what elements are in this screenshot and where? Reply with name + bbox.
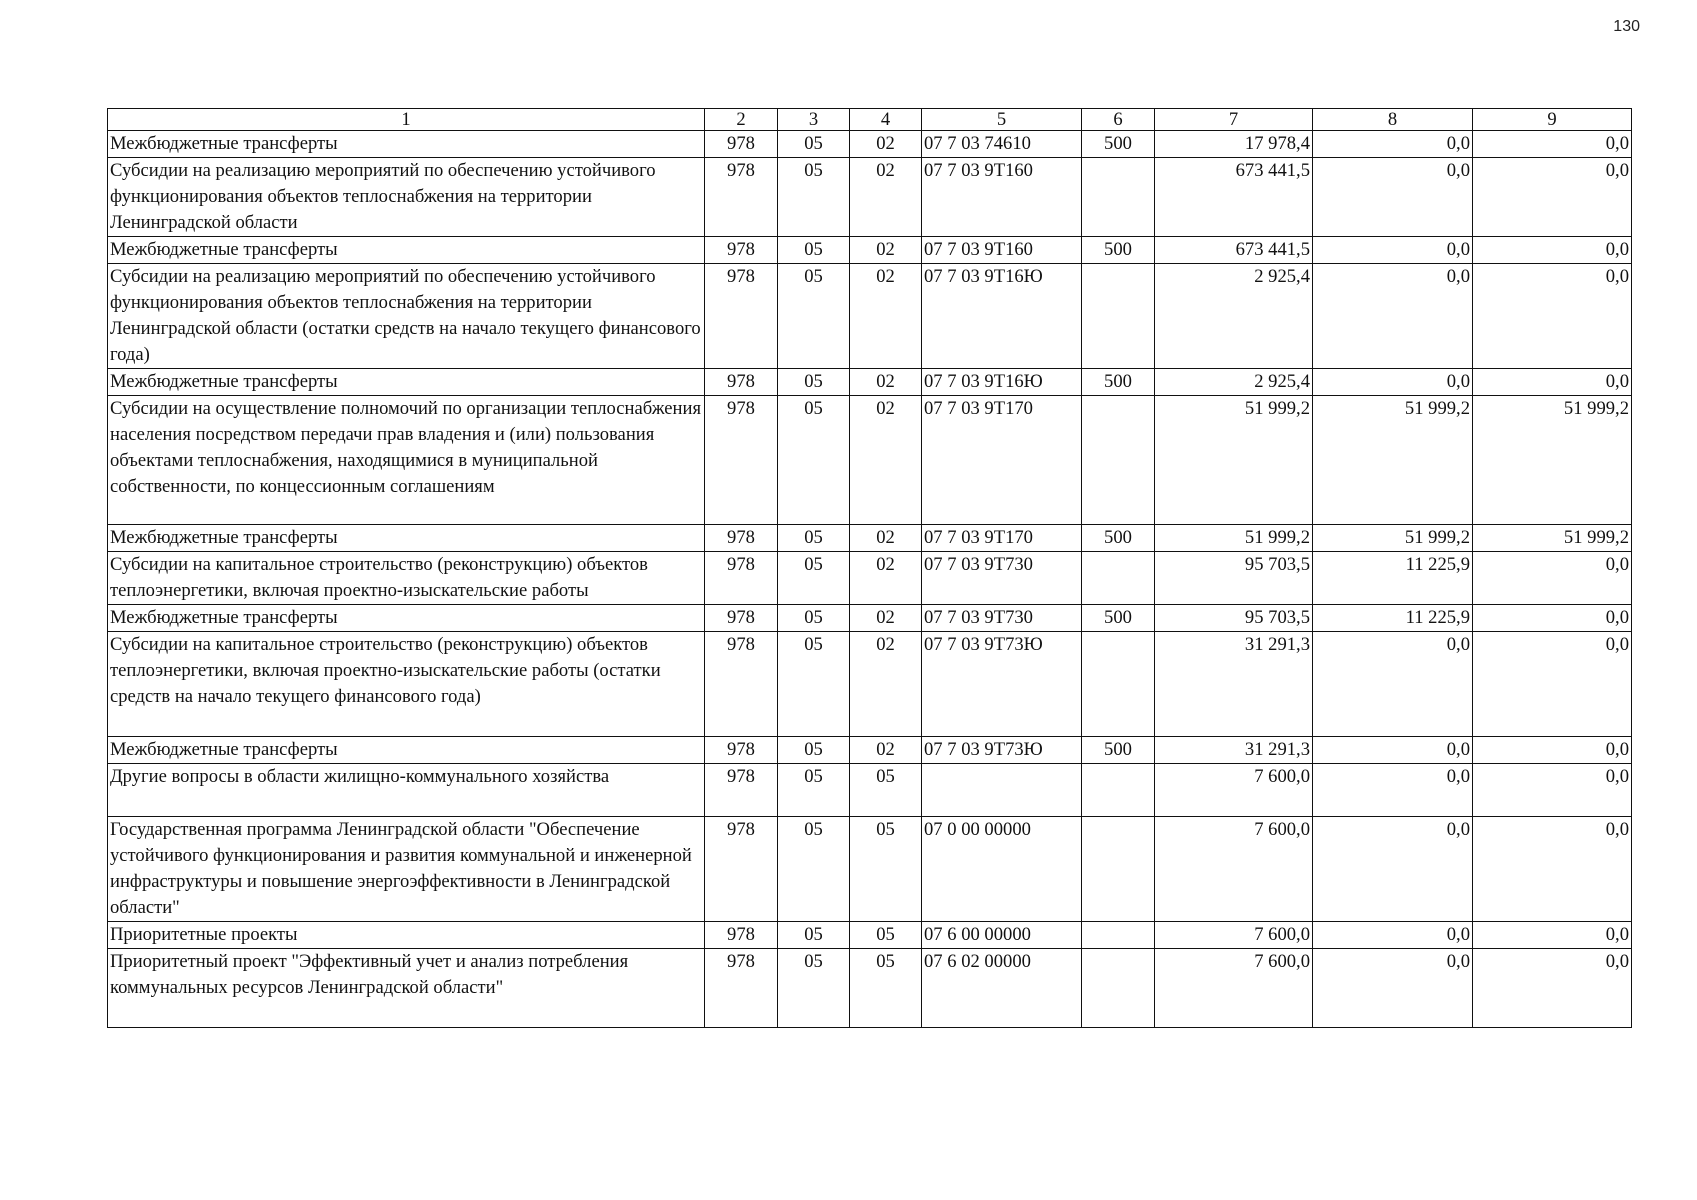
column-header: 4 bbox=[850, 109, 922, 131]
cell-amount-col9: 0,0 bbox=[1473, 949, 1632, 1028]
cell-expense-type: 500 bbox=[1082, 131, 1155, 158]
cell-amount-col8: 0,0 bbox=[1313, 817, 1473, 922]
cell-amount-col9: 51 999,2 bbox=[1473, 396, 1632, 525]
cell-amount-col8: 0,0 bbox=[1313, 237, 1473, 264]
cell-amount-col7: 673 441,5 bbox=[1155, 158, 1313, 237]
cell-ministry-code: 978 bbox=[705, 525, 778, 552]
cell-amount-col7: 7 600,0 bbox=[1155, 817, 1313, 922]
cell-target-article: 07 7 03 9Т170 bbox=[922, 396, 1082, 525]
cell-ministry-code: 978 bbox=[705, 605, 778, 632]
cell-ministry-code: 978 bbox=[705, 632, 778, 737]
cell-expense-type: 500 bbox=[1082, 737, 1155, 764]
table-row bbox=[108, 131, 1632, 158]
cell-amount-col9: 0,0 bbox=[1473, 264, 1632, 369]
column-header: 6 bbox=[1082, 109, 1155, 131]
cell-amount-col9: 0,0 bbox=[1473, 552, 1632, 605]
cell-ministry-code: 978 bbox=[705, 237, 778, 264]
cell-subsection: 02 bbox=[850, 131, 922, 158]
cell-amount-col9: 0,0 bbox=[1473, 922, 1632, 949]
page-number: 130 bbox=[1613, 18, 1640, 35]
column-header: 2 bbox=[705, 109, 778, 131]
table-row bbox=[108, 158, 1632, 237]
cell-expense-type: 500 bbox=[1082, 369, 1155, 396]
cell-target-article: 07 7 03 9Т73Ю bbox=[922, 737, 1082, 764]
column-header: 3 bbox=[778, 109, 850, 131]
cell-expense-type bbox=[1082, 264, 1155, 369]
cell-amount-col9: 0,0 bbox=[1473, 737, 1632, 764]
row-description: Субсидии на реализацию мероприятий по обеспечению устойчивого функционирования объектов теплоснабжения на территории Ленинградской области (остатки средств на начало текущего финансового года) bbox=[108, 264, 705, 369]
row-description: Субсидии на капитальное строительство (реконструкцию) объектов теплоэнергетики, включая проектно-изыскательские работы (остатки средств на начало текущего финансового года) bbox=[108, 632, 705, 737]
cell-amount-col9: 0,0 bbox=[1473, 817, 1632, 922]
table-row bbox=[108, 764, 1632, 817]
cell-section: 05 bbox=[778, 158, 850, 237]
cell-ministry-code: 978 bbox=[705, 264, 778, 369]
cell-amount-col8: 51 999,2 bbox=[1313, 396, 1473, 525]
cell-amount-col7: 95 703,5 bbox=[1155, 552, 1313, 605]
cell-target-article: 07 7 03 9Т16Ю bbox=[922, 369, 1082, 396]
cell-ministry-code: 978 bbox=[705, 396, 778, 525]
cell-amount-col9: 51 999,2 bbox=[1473, 525, 1632, 552]
cell-target-article: 07 6 00 00000 bbox=[922, 922, 1082, 949]
row-description: Межбюджетные трансферты bbox=[108, 369, 705, 396]
cell-expense-type bbox=[1082, 922, 1155, 949]
cell-expense-type: 500 bbox=[1082, 237, 1155, 264]
cell-amount-col7: 31 291,3 bbox=[1155, 737, 1313, 764]
cell-target-article bbox=[922, 764, 1082, 817]
cell-amount-col7: 7 600,0 bbox=[1155, 922, 1313, 949]
cell-amount-col7: 95 703,5 bbox=[1155, 605, 1313, 632]
cell-amount-col8: 0,0 bbox=[1313, 632, 1473, 737]
row-description: Межбюджетные трансферты bbox=[108, 605, 705, 632]
row-description: Другие вопросы в области жилищно-коммунального хозяйства bbox=[108, 764, 705, 817]
cell-section: 05 bbox=[778, 525, 850, 552]
cell-amount-col7: 2 925,4 bbox=[1155, 264, 1313, 369]
cell-amount-col7: 673 441,5 bbox=[1155, 237, 1313, 264]
cell-amount-col9: 0,0 bbox=[1473, 764, 1632, 817]
cell-amount-col8: 11 225,9 bbox=[1313, 605, 1473, 632]
cell-ministry-code: 978 bbox=[705, 922, 778, 949]
cell-target-article: 07 7 03 9Т16Ю bbox=[922, 264, 1082, 369]
table-row bbox=[108, 632, 1632, 737]
cell-subsection: 02 bbox=[850, 525, 922, 552]
table-row bbox=[108, 817, 1632, 922]
cell-section: 05 bbox=[778, 396, 850, 525]
cell-subsection: 02 bbox=[850, 396, 922, 525]
row-description: Субсидии на реализацию мероприятий по обеспечению устойчивого функционирования объектов теплоснабжения на территории Ленинградской области bbox=[108, 158, 705, 237]
cell-expense-type: 500 bbox=[1082, 525, 1155, 552]
cell-amount-col8: 0,0 bbox=[1313, 369, 1473, 396]
cell-subsection: 02 bbox=[850, 237, 922, 264]
cell-expense-type bbox=[1082, 158, 1155, 237]
cell-target-article: 07 7 03 9Т730 bbox=[922, 605, 1082, 632]
table-row bbox=[108, 525, 1632, 552]
cell-subsection: 05 bbox=[850, 764, 922, 817]
table-row bbox=[108, 264, 1632, 369]
cell-target-article: 07 7 03 74610 bbox=[922, 131, 1082, 158]
row-description: Межбюджетные трансферты bbox=[108, 131, 705, 158]
cell-amount-col8: 0,0 bbox=[1313, 158, 1473, 237]
cell-subsection: 02 bbox=[850, 552, 922, 605]
cell-amount-col7: 7 600,0 bbox=[1155, 949, 1313, 1028]
cell-target-article: 07 0 00 00000 bbox=[922, 817, 1082, 922]
row-description: Приоритетный проект "Эффективный учет и анализ потребления коммунальных ресурсов Ленинградской области" bbox=[108, 949, 705, 1028]
cell-ministry-code: 978 bbox=[705, 552, 778, 605]
table-row bbox=[108, 922, 1632, 949]
cell-expense-type bbox=[1082, 949, 1155, 1028]
cell-expense-type bbox=[1082, 817, 1155, 922]
cell-subsection: 05 bbox=[850, 922, 922, 949]
cell-target-article: 07 7 03 9Т730 bbox=[922, 552, 1082, 605]
row-description: Межбюджетные трансферты bbox=[108, 237, 705, 264]
cell-section: 05 bbox=[778, 949, 850, 1028]
column-header: 5 bbox=[922, 109, 1082, 131]
cell-amount-col8: 0,0 bbox=[1313, 764, 1473, 817]
cell-expense-type: 500 bbox=[1082, 605, 1155, 632]
column-header: 7 bbox=[1155, 109, 1313, 131]
cell-amount-col9: 0,0 bbox=[1473, 605, 1632, 632]
cell-section: 05 bbox=[778, 817, 850, 922]
cell-amount-col9: 0,0 bbox=[1473, 158, 1632, 237]
cell-section: 05 bbox=[778, 237, 850, 264]
table-row bbox=[108, 369, 1632, 396]
cell-section: 05 bbox=[778, 605, 850, 632]
cell-section: 05 bbox=[778, 369, 850, 396]
cell-amount-col7: 17 978,4 bbox=[1155, 131, 1313, 158]
table-row bbox=[108, 737, 1632, 764]
cell-amount-col7: 7 600,0 bbox=[1155, 764, 1313, 817]
cell-ministry-code: 978 bbox=[705, 764, 778, 817]
column-header: 8 bbox=[1313, 109, 1473, 131]
cell-subsection: 02 bbox=[850, 605, 922, 632]
row-description: Межбюджетные трансферты bbox=[108, 737, 705, 764]
cell-target-article: 07 6 02 00000 bbox=[922, 949, 1082, 1028]
cell-expense-type bbox=[1082, 396, 1155, 525]
cell-subsection: 02 bbox=[850, 369, 922, 396]
cell-amount-col8: 0,0 bbox=[1313, 131, 1473, 158]
cell-amount-col8: 11 225,9 bbox=[1313, 552, 1473, 605]
cell-amount-col9: 0,0 bbox=[1473, 632, 1632, 737]
cell-amount-col8: 0,0 bbox=[1313, 949, 1473, 1028]
column-header: 1 bbox=[108, 109, 705, 131]
row-description: Приоритетные проекты bbox=[108, 922, 705, 949]
cell-amount-col7: 31 291,3 bbox=[1155, 632, 1313, 737]
cell-target-article: 07 7 03 9Т160 bbox=[922, 237, 1082, 264]
cell-section: 05 bbox=[778, 764, 850, 817]
cell-expense-type bbox=[1082, 552, 1155, 605]
cell-section: 05 bbox=[778, 922, 850, 949]
cell-amount-col7: 51 999,2 bbox=[1155, 396, 1313, 525]
cell-amount-col9: 0,0 bbox=[1473, 369, 1632, 396]
cell-section: 05 bbox=[778, 131, 850, 158]
cell-ministry-code: 978 bbox=[705, 949, 778, 1028]
cell-amount-col8: 0,0 bbox=[1313, 737, 1473, 764]
cell-section: 05 bbox=[778, 632, 850, 737]
cell-target-article: 07 7 03 9Т160 bbox=[922, 158, 1082, 237]
cell-amount-col7: 51 999,2 bbox=[1155, 525, 1313, 552]
cell-expense-type bbox=[1082, 632, 1155, 737]
cell-ministry-code: 978 bbox=[705, 131, 778, 158]
cell-amount-col9: 0,0 bbox=[1473, 131, 1632, 158]
cell-ministry-code: 978 bbox=[705, 158, 778, 237]
row-description: Государственная программа Ленинградской области "Обеспечение устойчивого функционирования и развития коммунальной и инженерной инфраструктуры и повышение энергоэффективности в Ленинградской области" bbox=[108, 817, 705, 922]
cell-ministry-code: 978 bbox=[705, 817, 778, 922]
cell-ministry-code: 978 bbox=[705, 369, 778, 396]
cell-subsection: 05 bbox=[850, 817, 922, 922]
table-row bbox=[108, 237, 1632, 264]
budget-table bbox=[107, 108, 1632, 1028]
cell-section: 05 bbox=[778, 737, 850, 764]
cell-expense-type bbox=[1082, 764, 1155, 817]
table-row bbox=[108, 605, 1632, 632]
table-row bbox=[108, 552, 1632, 605]
cell-section: 05 bbox=[778, 552, 850, 605]
cell-amount-col8: 0,0 bbox=[1313, 922, 1473, 949]
cell-subsection: 02 bbox=[850, 737, 922, 764]
cell-target-article: 07 7 03 9Т73Ю bbox=[922, 632, 1082, 737]
cell-amount-col8: 0,0 bbox=[1313, 264, 1473, 369]
cell-ministry-code: 978 bbox=[705, 737, 778, 764]
cell-subsection: 05 bbox=[850, 949, 922, 1028]
row-description: Межбюджетные трансферты bbox=[108, 525, 705, 552]
cell-target-article: 07 7 03 9Т170 bbox=[922, 525, 1082, 552]
header-row bbox=[108, 109, 1632, 131]
row-description: Субсидии на капитальное строительство (реконструкцию) объектов теплоэнергетики, включая проектно-изыскательские работы bbox=[108, 552, 705, 605]
cell-amount-col9: 0,0 bbox=[1473, 237, 1632, 264]
cell-section: 05 bbox=[778, 264, 850, 369]
cell-subsection: 02 bbox=[850, 158, 922, 237]
cell-subsection: 02 bbox=[850, 264, 922, 369]
table-row bbox=[108, 949, 1632, 1028]
cell-amount-col8: 51 999,2 bbox=[1313, 525, 1473, 552]
column-header: 9 bbox=[1473, 109, 1632, 131]
cell-subsection: 02 bbox=[850, 632, 922, 737]
table-row bbox=[108, 396, 1632, 525]
cell-amount-col7: 2 925,4 bbox=[1155, 369, 1313, 396]
row-description: Субсидии на осуществление полномочий по организации теплоснабжения населения посредством передачи прав владения и (или) пользования объектами теплоснабжения, находящимися в муниципальной собственности, по концессионным соглашениям bbox=[108, 396, 705, 525]
